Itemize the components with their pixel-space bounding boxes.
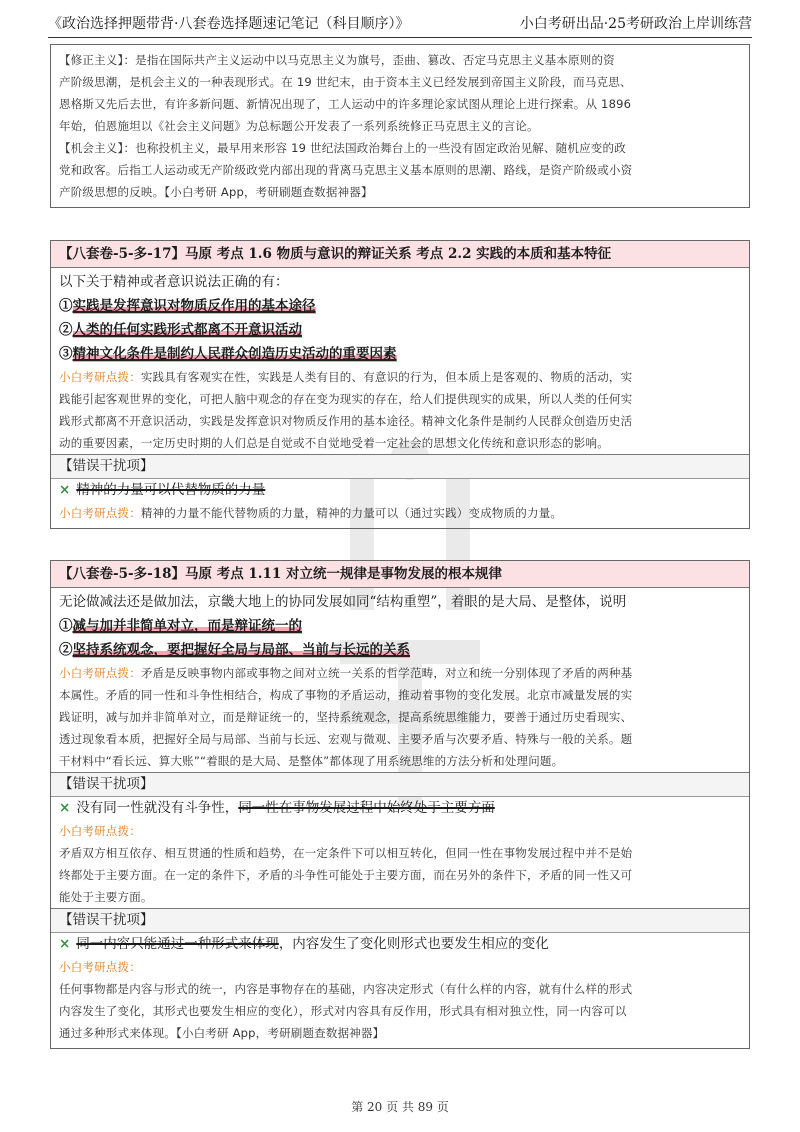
option-text: 减与加并非简单对立，而是辩证统一的: [72, 618, 302, 634]
explanation-line: 任何事物都是内容与形式的统一，内容是事物存在的基础，内容决定形式（有什么样的内容，就有什么样的形式: [59, 982, 633, 996]
cross-mark-icon: ×: [59, 936, 71, 952]
definition-line: 【修正主义】：是指在国际共产主义运动中以马克思主义为旗号，歪曲、篡改、否定马克思主义基本原则的资: [59, 53, 615, 67]
question-heading: 【八套卷-5-多-18】马原 考点 1.11 对立统一规律是事物发展的根本规律: [51, 561, 749, 588]
explanation-line: 矛盾双方相互依存、相互贯通的性质和趋势，在一定条件下可以相互转化，但同一性在事物发展过程中并不是始: [59, 846, 633, 860]
explanation-line: 内容发生了变化，其形式也要发生相应的变化），形式对内容具有反作用，形式具有相对独立性，同一内容可以: [59, 1004, 627, 1018]
definition-line: 党和政客。后指工人运动或无产阶级政党内部出现的背离马克思主义基本原则的思潮、路线，是资产阶级或小资: [59, 163, 633, 177]
wrong-option-text: 精神的力量可以代替物质的力量: [76, 482, 266, 498]
explanation-label: 小白考研点拨：: [59, 370, 141, 384]
explanation-label-line: [51, 956, 749, 978]
wrong-option: [51, 479, 749, 502]
definition-box: [50, 44, 750, 208]
explanation-label: 小白考研点拨：: [59, 666, 141, 680]
explanation-line: 本属性。矛盾的同一性和斗争性相结合，构成了事物的矛盾运动，推动着事物的变化发展。北京市减量发展的实: [59, 688, 633, 702]
explanation-line: 透过现象看本质，把握好全局与局部、当前与长远、宏观与微观、主要矛盾与次要矛盾、特殊与一般的关系。题: [59, 732, 633, 746]
definition-line: 【机会主义】：也称投机主义，最早用来形容 19 世纪法国政治舞台上的一些没有固定政治见解、随机应变的政: [59, 141, 626, 155]
definition-line: 产阶级思想的反映。【小白考研 App，考研刷题查数据神器】: [59, 185, 373, 199]
explanation-line: 干材料中“看长远、算大账”“着眼的是大局、是整体”都体现了用系统思维的方法分析和处理问题。: [59, 754, 564, 768]
page-header: [48, 12, 752, 38]
answer-option: [51, 614, 749, 638]
option-text: 精神文化条件是制约人民群众创造历史活动的重要因素: [72, 346, 397, 362]
wrong-option: [51, 933, 749, 956]
question-stem: 无论做减法还是做加法，京畿大地上的协同发展如同“结构重塑”，着眼的是大局、是整体，说明: [59, 594, 627, 610]
answer-option: [51, 638, 749, 662]
answer-option: [51, 294, 749, 318]
wrong-option-struck-text: 同一性在事物发展过程中始终处于主要方面: [238, 800, 495, 816]
option-text: 坚持系统观念，要把握好全局与局部、当前与长远的关系: [72, 642, 410, 658]
cross-mark-icon: ×: [59, 800, 71, 816]
wrong-option: [51, 797, 749, 820]
wrong-option-heading: 【错误干扰项】: [51, 454, 749, 479]
explanation-line: 通过多种形式来体现。【小白考研 App，考研刷题查数据神器】: [59, 1026, 385, 1040]
option-number: ①: [59, 298, 73, 314]
header-right-brand: 小白考研出品·25考研政治上岸训练营: [519, 16, 752, 32]
option-number: ①: [59, 618, 73, 634]
explanation-label: 小白考研点拨：: [59, 824, 141, 838]
question-box: [50, 240, 750, 529]
header-left-title: 《政治选择押题带背·八套卷选择题速记笔记（科目顺序）》: [48, 16, 410, 32]
option-number: ③: [59, 346, 73, 362]
option-text: 人类的任何实践形式都离不开意识活动: [72, 322, 302, 338]
option-number: ②: [59, 322, 73, 338]
explanation-line: 小白考研点拨：精神的力量不能代替物质的力量，精神的力量可以（通过实践）变成物质的力量。: [59, 506, 563, 520]
explanation-line: 践形式都离不开意识活动，实践是发挥意识对物质反作用的基本途径。精神文化条件是制约人民群众创造历史活: [59, 414, 633, 428]
explanation-label-line: [51, 820, 749, 842]
question-box: [50, 560, 750, 1049]
wrong-option-heading: 【错误干扰项】: [51, 908, 749, 933]
explanation-line: 能处于主要方面。: [59, 890, 153, 904]
wrong-option-text: ，内容发生了变化则形式也要发生相应的变化: [278, 936, 549, 952]
page-number: 第 20 页 共 89 页: [351, 1100, 449, 1114]
explanation-label: 小白考研点拨：: [59, 960, 141, 974]
answer-option: [51, 342, 749, 366]
explanation-line: 小白考研点拨：实践具有客观实在性，实践是人类有目的、有意识的行为，但本质上是客观的、物质的活动，实: [59, 370, 633, 384]
question-stem: 以下关于精神或者意识说法正确的有：: [59, 274, 289, 290]
explanation-line: 小白考研点拨：矛盾是反映事物内部或事物之间对立统一关系的哲学范畴，对立和统一分别体现了矛盾的两种基: [59, 666, 633, 680]
explanation-line: 终都处于主要方面。在一定的条件下，矛盾的斗争性可能处于主要方面，而在另外的条件下，矛盾的同一性又可: [59, 868, 633, 882]
option-text: 实践是发挥意识对物质反作用的基本途径: [72, 298, 316, 314]
answer-option: [51, 318, 749, 342]
option-number: ②: [59, 642, 73, 658]
wrong-option-heading: 【错误干扰项】: [51, 772, 749, 797]
definition-line: 恩格斯又先后去世，有许多新问题、新情况出现了，工人运动中的许多理论家试图从理论上进行探索。从 1896: [59, 97, 632, 111]
definition-line: 产阶级思潮，是机会主义的一种表现形式。在 19 世纪末，由于资本主义已经发展到帝国主义阶段，而马克思、: [59, 75, 632, 89]
explanation-line: 践证明，减与加并非简单对立，而是辩证统一的，坚持系统观念，提高系统思维能力，要善于通过历史看现实、: [59, 710, 633, 724]
definition-line: 年始，伯恩施坦以《社会主义问题》为总标题公开发表了一系列系统修正马克思主义的言论。: [59, 119, 539, 133]
question-heading: 【八套卷-5-多-17】马原 考点 1.6 物质与意识的辩证关系 考点 2.2 实践的本质和基本特征: [51, 241, 749, 268]
wrong-option-text: 没有同一性就没有斗争性，: [76, 800, 239, 816]
explanation-line: 动的重要因素，一定历史时期的人们总是自觉或不自觉地受着一定社会的思想文化传统和意识形态的影响。: [59, 436, 609, 450]
wrong-option-struck-text: 同一内容只能通过一种形式来体现: [76, 936, 279, 952]
cross-mark-icon: ×: [59, 482, 71, 498]
explanation-line: 践能引起客观世界的变化，可把人脑中观念的存在变为现实的存在，给人们提供现实的成果，所以人类的任何实: [59, 392, 633, 406]
explanation-label: 小白考研点拨：: [59, 506, 141, 520]
